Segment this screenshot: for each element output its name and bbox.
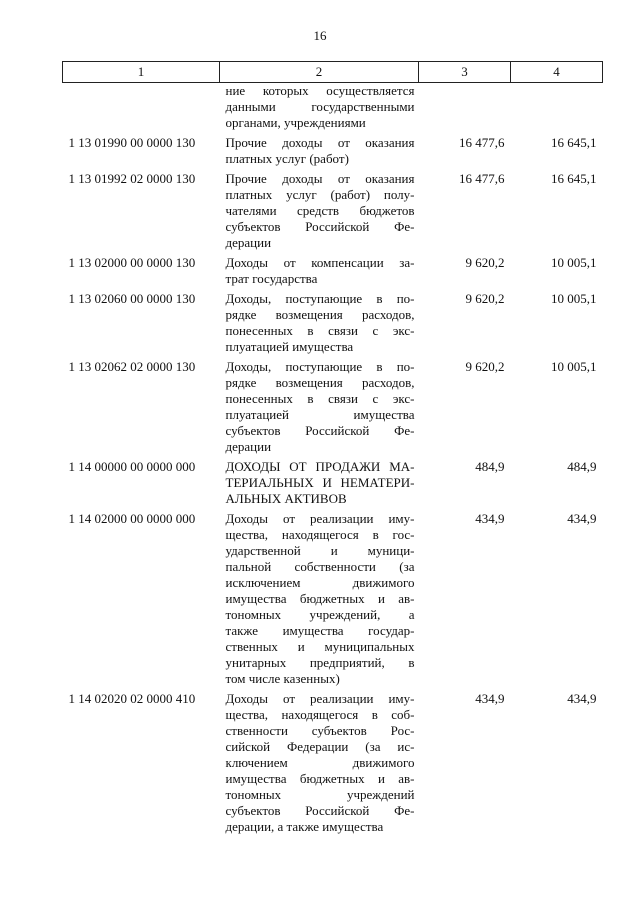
description-line: рядке возмещения расходов,: [225, 375, 415, 390]
table-row: [63, 83, 603, 136]
budget-code: 1 14 02000 00 0000 000: [68, 511, 196, 526]
description-line: Доходы, поступающие в по-: [225, 359, 415, 374]
description-line: имущества бюджетных и ав-: [225, 591, 415, 606]
description-line: понесенных в связи с экс-: [225, 391, 415, 406]
column-header-2: 2: [220, 62, 419, 83]
amount-col3: 16 477,6: [459, 171, 505, 186]
amount-col4: 10 005,1: [551, 359, 597, 374]
budget-code: 1 13 02062 02 0000 130: [68, 359, 196, 374]
table-header: [63, 62, 603, 83]
description-line: трат государства: [225, 271, 318, 286]
budget-code: 1 14 02020 02 0000 410: [68, 691, 196, 706]
description-line: ТЕРИАЛЬНЫХ И НЕМАТЕРИ-: [225, 475, 415, 490]
amount-col3: 16 477,6: [459, 135, 505, 150]
amount-col4: 10 005,1: [551, 291, 597, 306]
table-row: [63, 691, 603, 839]
description-line: ние которых осуществляется: [225, 83, 415, 98]
description-line: также имущества государ-: [225, 623, 415, 638]
description-line: исключением движимого: [225, 575, 415, 590]
description-line: ДОХОДЫ ОТ ПРОДАЖИ МА-: [225, 459, 415, 474]
description-line: дерации: [225, 235, 272, 250]
income-description: [220, 691, 419, 839]
income-description: [220, 359, 419, 459]
description-line: субъектов Российской Фе-: [225, 219, 415, 234]
table-row: [63, 459, 603, 511]
description-line: органами, учреждениями: [225, 115, 366, 130]
description-line: Прочие доходы от оказания: [225, 135, 415, 150]
description-line: Доходы, поступающие в по-: [225, 291, 415, 306]
amount-col4: 484,9: [567, 459, 597, 474]
budget-code: 1 13 01990 00 0000 130: [68, 135, 196, 150]
description-line: дерации, а также имущества: [225, 819, 384, 834]
column-header-4: 4: [511, 62, 603, 83]
description-line: субъектов Российской Фе-: [225, 803, 415, 818]
amount-col4: 434,9: [567, 691, 597, 706]
table-row: [63, 291, 603, 359]
description-line: Доходы от реализации иму-: [225, 691, 415, 706]
description-line: ключением движимого: [225, 755, 415, 770]
amount-col3: 9 620,2: [465, 291, 505, 306]
budget-code: 1 13 01992 02 0000 130: [68, 171, 196, 186]
income-description: [220, 511, 419, 691]
description-line: плуатацией имущества: [225, 339, 354, 354]
description-line: ударственной и муници-: [225, 543, 415, 558]
description-line: чателями средств бюджетов: [225, 203, 415, 218]
income-description: [220, 83, 419, 136]
description-line: пальной собственности (за: [225, 559, 415, 574]
income-description: [220, 291, 419, 359]
budget-code: 1 13 02060 00 0000 130: [68, 291, 196, 306]
description-line: АЛЬНЫХ АКТИВОВ: [225, 491, 347, 506]
amount-col4: 16 645,1: [551, 135, 597, 150]
description-line: ственности субъектов Рос-: [225, 723, 415, 738]
budget-code: 1 14 00000 00 0000 000: [68, 459, 196, 474]
description-line: том числе казенных): [225, 671, 340, 686]
table-row: [63, 171, 603, 255]
table-row: [63, 359, 603, 459]
description-line: платных услуг (работ) полу-: [225, 187, 415, 202]
description-line: унитарных предприятий, в: [225, 655, 415, 670]
amount-col4: 434,9: [567, 511, 597, 526]
amount-col4: 16 645,1: [551, 171, 597, 186]
table-row: [63, 511, 603, 691]
description-line: ственных и муниципальных: [225, 639, 415, 654]
budget-code: 1 13 02000 00 0000 130: [68, 255, 196, 270]
amount-col4: [511, 83, 603, 136]
amount-col3: 434,9: [475, 691, 505, 706]
income-description: [220, 135, 419, 171]
description-line: данными государственными: [225, 99, 415, 114]
description-line: Прочие доходы от оказания: [225, 171, 415, 186]
description-line: имущества бюджетных и ав-: [225, 771, 415, 786]
amount-col3: 484,9: [475, 459, 505, 474]
income-description: [220, 459, 419, 511]
description-line: платных услуг (работ): [225, 151, 349, 166]
amount-col3: 434,9: [475, 511, 505, 526]
table-row: [63, 135, 603, 171]
amount-col4: 10 005,1: [551, 255, 597, 270]
description-line: щества, находящегося в соб-: [225, 707, 415, 722]
income-description: [220, 171, 419, 255]
description-line: сийской Федерации (за ис-: [225, 739, 415, 754]
description-line: щества, находящегося в гос-: [225, 527, 415, 542]
description-line: Доходы от компенсации за-: [225, 255, 415, 270]
income-description: [220, 255, 419, 291]
column-header-3: 3: [419, 62, 511, 83]
description-line: Доходы от реализации иму-: [225, 511, 415, 526]
description-line: плуатацией имущества: [225, 407, 415, 422]
description-line: дерации: [225, 439, 272, 454]
table-body: [63, 83, 603, 840]
amount-col3: [419, 83, 511, 136]
description-line: понесенных в связи с экс-: [225, 323, 415, 338]
description-line: тономных учреждений: [225, 787, 415, 802]
description-line: рядке возмещения расходов,: [225, 307, 415, 322]
description-line: тономных учреждений, а: [225, 607, 415, 622]
column-header-1: 1: [63, 62, 220, 83]
page-number: 16: [313, 28, 327, 43]
budget-table: [62, 61, 603, 839]
amount-col3: 9 620,2: [465, 255, 505, 270]
description-line: субъектов Российской Фе-: [225, 423, 415, 438]
amount-col3: 9 620,2: [465, 359, 505, 374]
table-row: [63, 255, 603, 291]
budget-code: [63, 83, 220, 136]
